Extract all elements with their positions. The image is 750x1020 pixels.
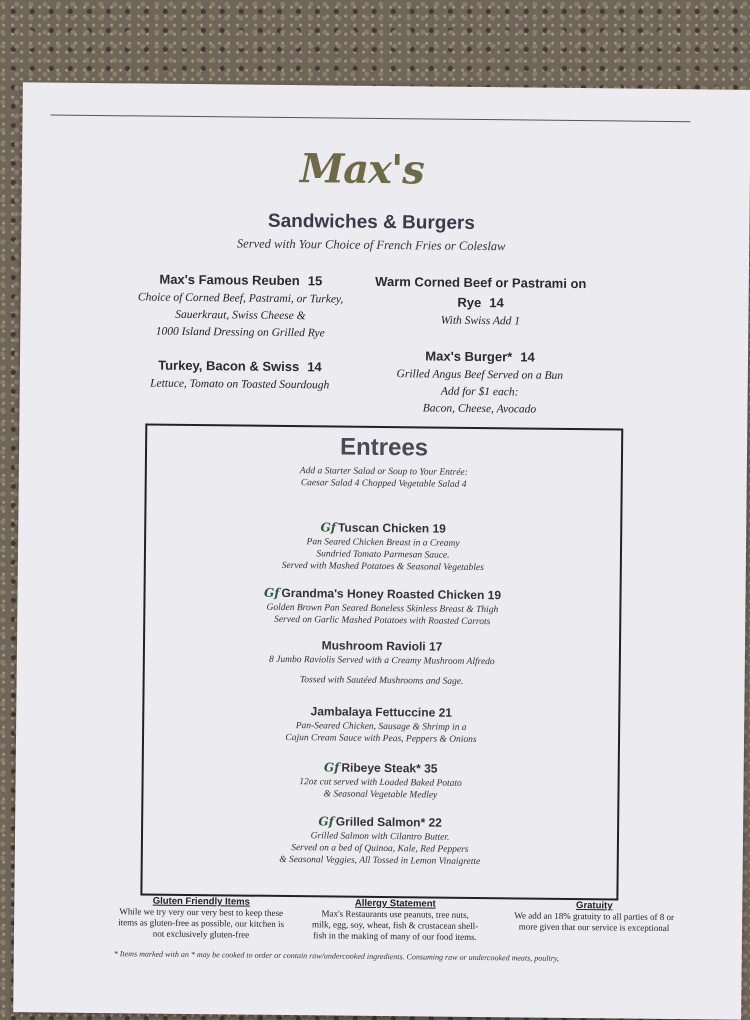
entree-mushroom-ravioli: Mushroom Ravioli 17 8 Jumbo Raviolis Served with a Creamy Mushroom Alfredo Tossed with Sautéed Mushrooms and Sage. [268, 638, 495, 687]
footer-gluten: Gluten Friendly Items While we try very our very best to keep these items as gluten-free as possible, our kitchen is not exclusively gluten-free [118, 895, 285, 940]
footer-gratuity: Gratuity We add an 18% gratuity to all parties of 8 or more given that our service is exceptional [514, 900, 675, 934]
gluten-friendly-mark: Gf [263, 585, 280, 600]
restaurant-logo: Max's [299, 145, 425, 194]
footnote-raw-food-warning: * Items marked with an * may be cooked to order or contain raw/undercooked ingredients. Consuming raw or undercooked meats, poultry, [113, 949, 559, 963]
entree-grilled-salmon: Gf Grilled Salmon* 22 Grilled Salmon with Cilantro Butter. Served on a bed of Quinoa, Kale, Red Peppers & Seasonal Veggies, All Tossed in Lemon Vinaigrette [279, 814, 481, 868]
section-subtitle: Served with Your Choice of French Fries or Coleslaw [236, 236, 506, 254]
section-title-sandwiches: Sandwiches & Burgers [267, 210, 476, 234]
entrees-intro: Add a Starter Salad or Soup to Your Entrée: Caesar Salad 4 Chopped Vegetable Salad 4 [299, 466, 468, 490]
menu-page [13, 82, 750, 1020]
gluten-friendly-mark: Gf [320, 520, 337, 535]
menu-item-corned-beef: Warm Corned Beef or Pastrami on Rye 14 With Swiss Add 1 [375, 273, 587, 328]
entrees-box [140, 424, 623, 901]
entree-ribeye-steak: Gf Ribeye Steak* 35 12oz cut served with Loaded Baked Potato & Seasonal Vegetable Medley [299, 760, 462, 801]
gluten-friendly-mark: Gf [323, 760, 340, 775]
entree-honey-roasted-chicken: Gf Grandma's Honey Roasted Chicken 19 Golden Brown Pan Seared Boneless Skinless Breast & Thigh Served on Garlic Mashed Potatoes with Roasted Carrots [263, 585, 502, 628]
entree-jambalaya-fettuccine: Jambalaya Fettuccine 21 Pan-Seared Chicken, Sausage & Shrimp in a Cajun Cream Sauce with Peas, Peppers & Onions [285, 704, 477, 746]
divider [51, 115, 691, 123]
gluten-friendly-mark: Gf [318, 814, 334, 829]
footer-allergy: Allergy Statement Max's Restaurants use peanuts, tree nuts, milk, egg, soy, wheat, fish & crustacean shell- fish in the making of many of our food items. [311, 897, 479, 943]
menu-item-turkey-bacon-swiss: Turkey, Bacon & Swiss 14 Lettuce, Tomato on Toasted Sourdough [150, 357, 330, 392]
entree-tuscan-chicken: Gf Tuscan Chicken 19 Pan Seared Chicken Breast in a Creamy Sundried Tomato Parmesan Sauce. Served with Mashed Potatoes & Seasonal Vegetables [281, 520, 484, 574]
menu-item-burger: Max's Burger* 14 Grilled Angus Beef Served on a Bun Add for $1 each: Bacon, Cheese, Avocado [396, 348, 564, 416]
section-title-entrees: Entrees [339, 433, 429, 462]
menu-item-reuben: Max's Famous Reuben 15 Choice of Corned Beef, Pastrami, or Turkey, Sauerkraut, Swiss Cheese & 1000 Island Dressing on Grilled Rye [137, 271, 344, 340]
